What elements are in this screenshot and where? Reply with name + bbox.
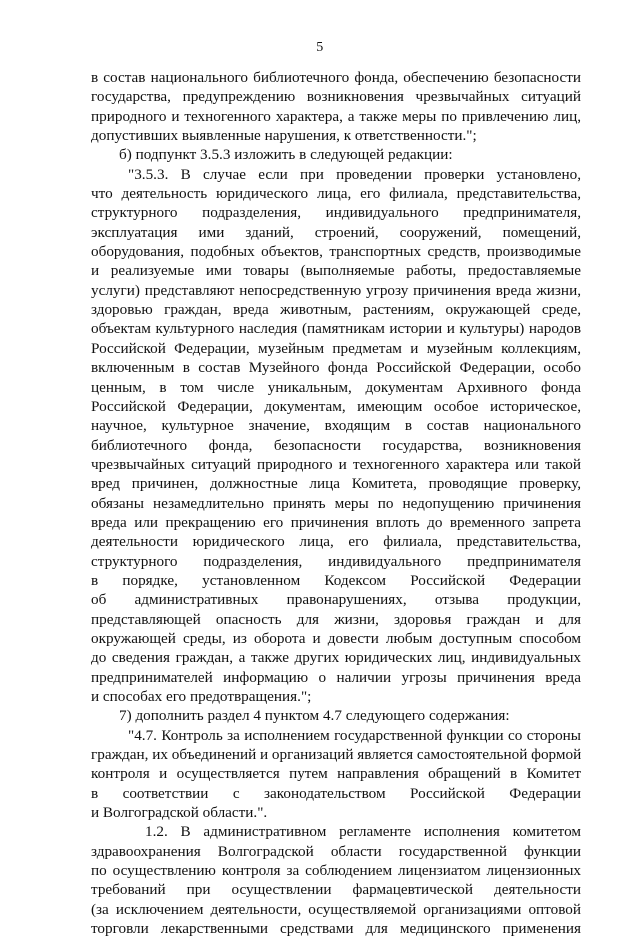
text-line: в порядке, установленном Кодексом Российской Федерации xyxy=(91,571,581,589)
text-line: контроля и осуществляется путем направления обращений в Комитет xyxy=(91,765,581,783)
text-line: торговли лекарственными средствами для медицинского применения xyxy=(91,920,581,938)
text-line: по осуществлению контроля за соблюдением лицензиатом лицензионных xyxy=(91,862,581,880)
text-line: и Волгоградской области.". xyxy=(91,804,268,822)
text-line: допустивших выявленные нарушения, к ответственности."; xyxy=(91,127,477,145)
text-line: Российской Федерации, музейным предметам и музейным коллекциям, xyxy=(91,339,581,357)
text-line: услуги) представляют непосредственную угрозу причинения вреда жизни, xyxy=(91,281,581,299)
text-line: эксплуатация ими зданий, строений, сооружений, помещений, xyxy=(91,223,581,241)
text-line: требований при осуществлении фармацевтической деятельности xyxy=(91,881,581,899)
text-line: здоровью граждан, вреда животным, растениям, окружающей среде, xyxy=(91,301,581,319)
text-line: структурного подразделения, индивидуального предпринимателя, xyxy=(91,204,581,222)
text-line: "4.7. Контроль за исполнением государственной функции со стороны xyxy=(128,726,581,744)
text-line: обязаны незамедлительно принять меры по недопущению причинения xyxy=(91,494,581,512)
text-line: здравоохранения Волгоградской области государственной функции xyxy=(91,842,581,860)
text-line: граждан, их объединений и организаций является самостоятельной формой xyxy=(91,746,582,764)
text-line: "3.5.3. В случае если при проведении проверки установлено, xyxy=(128,165,581,183)
text-line: объектам культурного наследия (памятникам истории и культуры) народов xyxy=(91,320,581,338)
text-line: 1.2. В административном регламенте исполнения комитетом xyxy=(145,823,581,841)
text-line: в состав национального библиотечного фонда, обеспечению безопасности xyxy=(91,69,581,86)
text-line: и способах его предотвращения."; xyxy=(91,688,312,705)
text-line: до сведения граждан, а также других юридических лиц, индивидуальных xyxy=(91,649,581,667)
text-line: предпринимателей информацию о наличии угрозы причинения вреда xyxy=(91,668,581,686)
text-line: (за исключением деятельности, осуществляемой организациями оптовой xyxy=(91,900,581,918)
text-line: чрезвычайных ситуаций природного и техногенного характера или такой xyxy=(91,455,581,473)
text-line: деятельности юридического лица, его филиала, представительства, xyxy=(91,533,581,551)
text-line: оборудования, подобных объектов, транспортных средств, производимые xyxy=(91,243,581,261)
text-line: государства, предупреждению возникновения чрезвычайных ситуаций xyxy=(91,88,581,106)
text-line: структурного подразделения, индивидуального предпринимателя xyxy=(91,552,581,570)
text-line: в соответствии с законодательством Российской Федерации xyxy=(91,784,581,802)
text-line: 7) дополнить раздел 4 пунктом 4.7 следующего содержания: xyxy=(119,707,510,725)
text-line: научное, культурное значение, входящим в состав национального xyxy=(91,417,581,435)
text-line: природного и техногенного характера, а также меры по привлечению лиц, xyxy=(91,107,581,125)
page-number: 5 xyxy=(316,40,324,55)
text-line: библиотечного фонда, безопасности государства, возникновения xyxy=(91,436,581,454)
text-line: окружающей среды, из оборота и довести любым доступным способом xyxy=(91,629,581,647)
text-line: и реализуемые ими товары (выполняемые работы, предоставляемые xyxy=(91,262,581,280)
text-line: об административных правонарушениях, отзыва продукции, xyxy=(91,591,581,609)
text-line: вреда или прекращению его причинения вплоть до временного запрета xyxy=(91,513,581,531)
document-body xyxy=(91,68,581,938)
text-line: ценным, в том числе уникальным, документам Архивного фонда xyxy=(91,378,581,396)
text-line: включенным в состав Музейного фонда Российской Федерации, особо xyxy=(91,359,581,377)
text-line: Российской Федерации, документам, имеющим особое историческое, xyxy=(91,397,581,415)
text-line: б) подпункт 3.5.3 изложить в следующей редакции: xyxy=(119,146,453,164)
text-line: вред причинен, должностные лица Комитета, проводящие проверку, xyxy=(91,475,581,493)
text-line: представляющей опасность для жизни, здоровья граждан и для xyxy=(91,610,581,628)
text-line: что деятельность юридического лица, его филиала, представительства, xyxy=(91,185,581,203)
